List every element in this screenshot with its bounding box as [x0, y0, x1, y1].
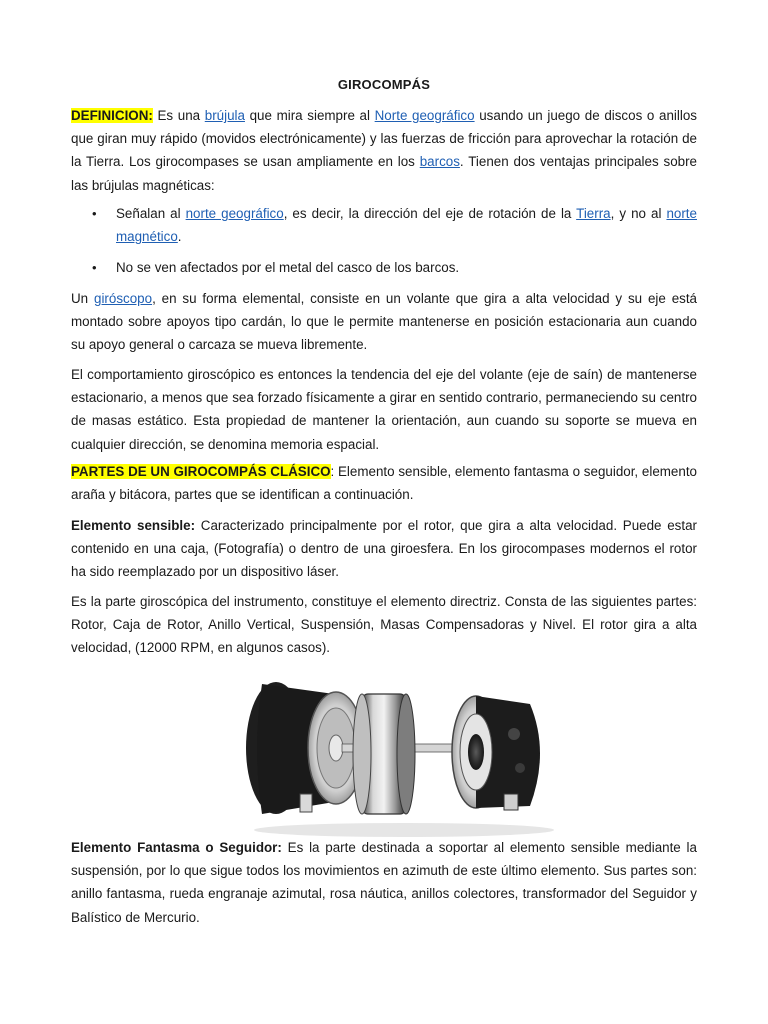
text-run: No se ven afectados por el metal del casco de los barcos. — [116, 260, 460, 275]
text-run: Señalan al — [116, 206, 186, 221]
link-giroscopo[interactable]: giróscopo — [94, 291, 153, 306]
text-run: Caracterizado principalmente por el rotor, que gira a alta velocidad. Puede estar contenido en una caja, (Fotografía) o dentro de una giroesfera. En los girocompases modernos el rotor ha sido reemplazado por un dispositivo láser. — [71, 518, 697, 580]
text-run: , y no al — [610, 206, 667, 221]
link-norte-geografico-2[interactable]: norte geográfico — [185, 206, 284, 221]
sensible-paragraph — [71, 514, 697, 584]
text-run: Es la parte destinada a soportar al elemento sensible mediante la suspensión, por lo que sigue todos los movimientos en azimuth de este último elemento. Sus partes son: anillo fantasma, rueda engranaje azimutal, rosa náutica, anillos colectores, transformador del Seguidor y Balístico de Mercurio. — [71, 840, 697, 925]
partes-label: PARTES DE UN GIROCOMPÁS CLÁSICO — [71, 464, 331, 479]
link-tierra[interactable]: Tierra — [576, 206, 611, 221]
link-brujula[interactable]: brújula — [204, 108, 245, 123]
page-title: GIROCOMPÁS — [337, 77, 431, 92]
definition-label: DEFINICION: — [71, 108, 153, 123]
link-barcos[interactable]: barcos — [419, 154, 460, 170]
list-item — [92, 256, 697, 279]
giroscopica-paragraph: Es la parte giroscópica del instrumento, constituye el elemento directriz. Consta de las siguientes partes: Rotor, Caja de Rotor, Anillo Vertical, Suspensión, Masas Compensadoras y Nivel. El rotor gira a alta velocidad, (12000 RPM, en algunos casos). — [71, 594, 697, 656]
fantasma-label: Elemento Fantasma o Seguidor: — [71, 840, 282, 855]
text-run: , en su forma elemental, consiste en un volante que gira a alta velocidad y su eje está montado sobre apoyos tipo cardán, lo que le permite mantenerse en posición estacionaria aun cuando su apoyo general o carcaza se mueva libremente. — [71, 291, 698, 353]
text-run: : Elemento sensible, elemento fantasma o seguidor, elemento araña y bitácora, partes que se identifican a continuación. — [71, 464, 697, 503]
link-norte-magnetico[interactable]: norte magnético — [116, 206, 697, 245]
text-run: . Tienen dos ventajas principales sobre las brújulas magnéticas: — [71, 154, 698, 193]
gyro-rotor-photo — [214, 664, 554, 840]
text-run: que mira siempre al — [244, 108, 375, 123]
bullet-icon: • — [92, 206, 97, 221]
text-run: . — [177, 229, 182, 245]
definition-paragraph — [71, 104, 697, 197]
text-run: Un — [71, 291, 94, 306]
text-run: usando un juego de discos o anillos que giran muy rápido (movidos electrónicamente) y las fuerzas de fricción para aprovechar la rotación de la Tierra. Los girocompases se usan ampliamente en los — [71, 108, 697, 170]
bullet-icon: • — [92, 260, 97, 275]
text-run: Es una — [152, 108, 205, 123]
link-norte-geografico[interactable]: Norte geográfico — [374, 108, 475, 123]
list-item — [92, 202, 697, 248]
fantasma-paragraph — [71, 836, 697, 929]
partes-paragraph — [71, 460, 697, 506]
comportamiento-paragraph: El comportamiento giroscópico es entonces la tendencia del eje del volante (eje de saín) de mantenerse estacionario, a menos que sea forzado físicamente a girar en sentido contrario, permaneciendo su centro de masas estático. Esta propiedad de mantener la orientación, aun cuando su soporte se mueva en cualquier dirección, se denomina memoria espacial. — [71, 367, 697, 452]
giroscopo-paragraph — [71, 287, 697, 357]
text-run: , es decir, la dirección del eje de rotación de la — [283, 206, 577, 221]
sensible-label: Elemento sensible: — [71, 518, 196, 533]
